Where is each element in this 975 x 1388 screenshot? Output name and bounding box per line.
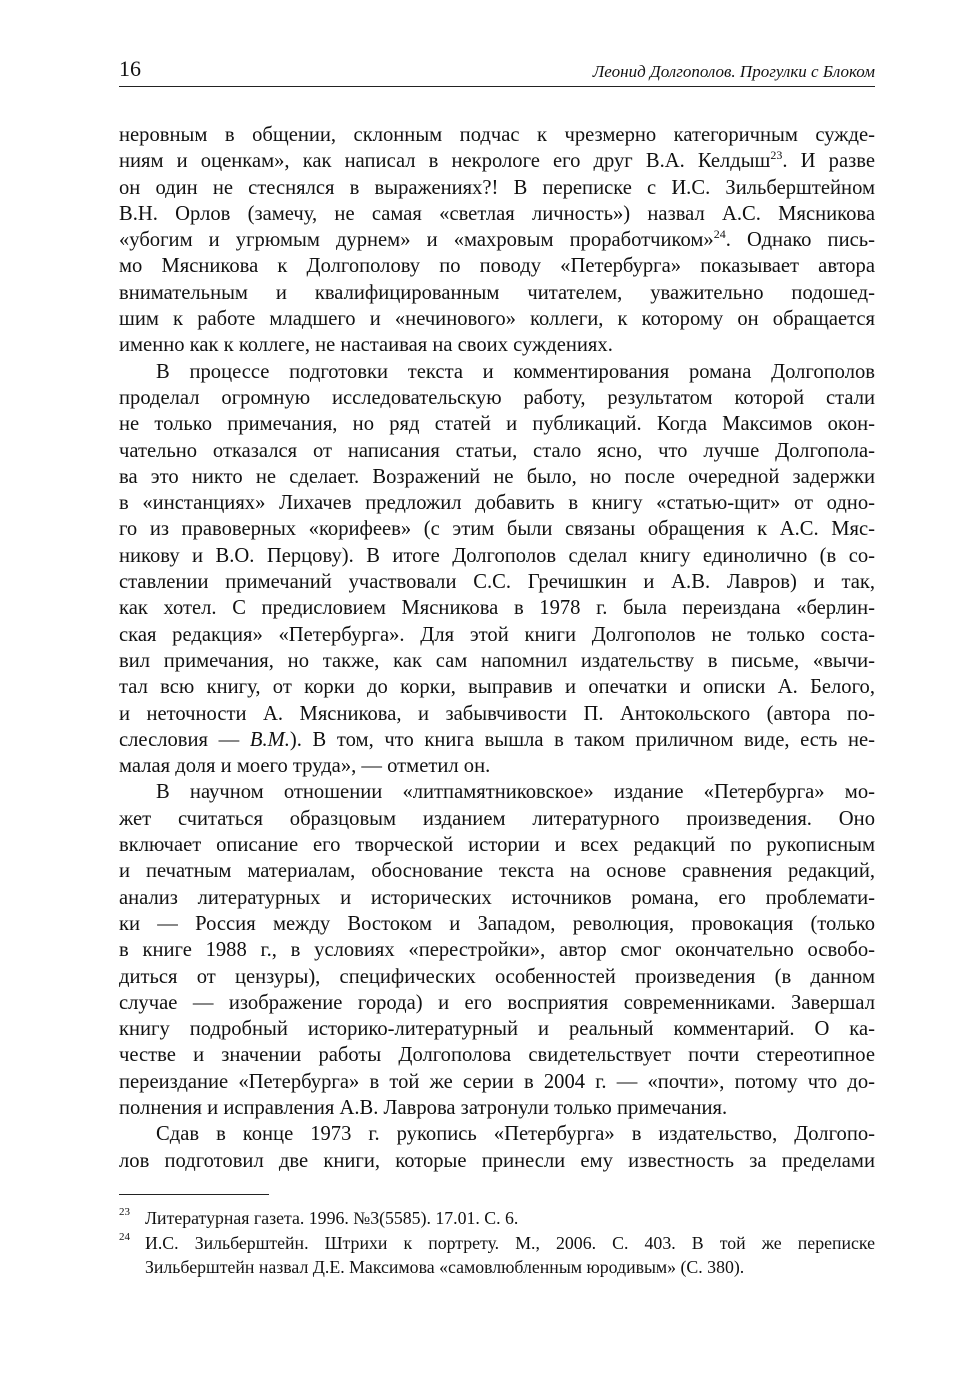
page-header xyxy=(119,56,875,87)
text-line: Сдав в конце 1973 г. рукопись «Петербурга» в издательство, Долгопо- xyxy=(156,1123,875,1146)
text-line: внимательным и квалифицированным читателем, уважительно подошед- xyxy=(119,281,875,304)
text-line: не только примечания, но ряд статей и публикаций. Когда Максимов окон- xyxy=(119,413,875,436)
text-line: мо Мясникова к Долгополову по поводу «Петербурга» показывает автора xyxy=(119,255,875,278)
text-line: «убогим и угрюмым дурнем» и «махровым проработчиком»$^{24}$. Однако пись- xyxy=(119,227,875,252)
text-line: полнения и исправления А.В. Лаврова затронули только примечания. xyxy=(119,1096,728,1119)
text-line: тал всю книгу, от корки до корки, выправив и опечатки и описки А. Белого, xyxy=(119,676,875,699)
footnote-number: 24 xyxy=(119,1230,130,1243)
text-line: ставлении примечаний участвовали С.С. Гречишкин и А.В. Лавров) и так, xyxy=(119,571,875,594)
text-line: книгу подробный историко-литературный и реальный комментарий. О ка- xyxy=(119,1018,875,1041)
text-line: честве и значении работы Долгополова свидетельствует почти стереотипное xyxy=(119,1044,875,1067)
text-line: В.Н. Орлов (замечу, не самая «светлая личность») назвал А.С. Мясникова xyxy=(119,202,875,225)
text-line: слесловия — В.М.). В том, что книга вышла в таком приличном виде, есть не- xyxy=(119,728,875,751)
text-line: случае — изображение города) и его восприятия современниками. Завершал xyxy=(119,991,875,1014)
text-line: жет считаться образцовым изданием литературного произведения. Оно xyxy=(119,807,875,830)
italic-initials: В.М. xyxy=(249,728,290,751)
text-line: го из правоверных «корифеев» (с этим были связаны обращения к А.С. Мяс- xyxy=(119,518,875,541)
footnote-ref: 24 xyxy=(713,227,726,242)
text-line: ки — Россия между Востоком и Западом, революция, провокация (только xyxy=(119,912,875,935)
text-line: анализ литературных и исторических источников романа, его проблемати- xyxy=(119,886,875,909)
text-line: проделал огромную исследовательскую работу, результатом которой стали xyxy=(119,386,875,409)
text-line: малая доля и моего труда», — отметил он. xyxy=(119,755,491,778)
text-line: шим к работе младшего и «нечинового» коллеги, к которому он обращается xyxy=(119,308,875,331)
footnote-number: 23 xyxy=(119,1206,130,1218)
text-line: переиздание «Петербурга» в той же серии в 2004 г. — «почти», потому что до- xyxy=(119,1070,875,1093)
main-text xyxy=(119,122,875,1174)
footnote-24: 24 И.С. Зильберштейн. Штрихи к портрету. М., 2006. С. 403. В той же переписке xyxy=(119,1231,875,1256)
running-title: Леонид Долгополов. Прогулки с Блоком xyxy=(592,62,875,81)
text-line: никову и В.О. Перцову). В итоге Долгополов сделал книгу единолично (в со- xyxy=(119,544,875,567)
text-line: В процессе подготовки текста и комментирования романа Долгополов xyxy=(156,360,875,383)
text-line: В научном отношении «литпамятниковское» издание «Петербурга» мо- xyxy=(156,781,875,804)
text-line: в «инстанциях» Лихачев предложил добавить в книгу «статью-щит» от одно- xyxy=(119,492,875,515)
text-line: лов подготовил две книги, которые принесли ему известность за пределами xyxy=(119,1149,875,1172)
page-number: 16 xyxy=(119,56,141,81)
text-line: в книге 1988 г., в условиях «перестройки», автор смог окончательно освобо- xyxy=(119,939,875,962)
text-line: и неточности А. Мясникова, и забывчивости П. Антокольского (автора по- xyxy=(119,702,875,725)
footnotes xyxy=(119,1206,875,1280)
text-line: ниям и оценкам», как написал в некрологе его друг В.А. Келдыш$^{23}$. И разве xyxy=(119,148,875,173)
text-line: и печатным материалам, обоснование текста на основе сравнения редакций, xyxy=(119,860,875,883)
text-line: чательно отказался от написания статьи, стало ясно, что лучше Долгопола- xyxy=(119,439,875,462)
text-line: диться от цензуры), специфических особенностей произведения (в данном xyxy=(119,965,875,988)
text-line: вил примечания, но также, как сам напомнил издательству в письме, «вычи- xyxy=(119,649,875,672)
text-line: ва это никто не сделает. Возражений не было, но после очередной задержки xyxy=(119,465,875,488)
text-line: именно как к коллеге, не настаивая на своих суждениях. xyxy=(119,334,613,357)
text-line: включает описание его творческой истории и всех редакций по рукописным xyxy=(119,834,875,857)
text-line: он один не стеснялся в выражениях?! В переписке с И.С. Зильберштейном xyxy=(119,176,875,199)
text-line: ская редакция» «Петербурга». Для этой книги Долгополов не только соста- xyxy=(119,623,875,646)
text-line: как хотел. С предисловием Мясникова в 1978 г. была переиздана «берлин- xyxy=(119,597,875,620)
footnote-separator xyxy=(119,1194,269,1195)
footnote-23: 23 Литературная газета. 1996. №3(5585). 17.01. С. 6. xyxy=(119,1206,875,1231)
footnote-24-continued: Зильберштейн назвал Д.Е. Максимова «самовлюбленным юродивым» (С. 380). xyxy=(145,1257,745,1277)
footnote-ref: 23 xyxy=(770,148,783,163)
text-line: неровным в общении, склонным подчас к чрезмерно категоричным сужде- xyxy=(119,124,875,146)
